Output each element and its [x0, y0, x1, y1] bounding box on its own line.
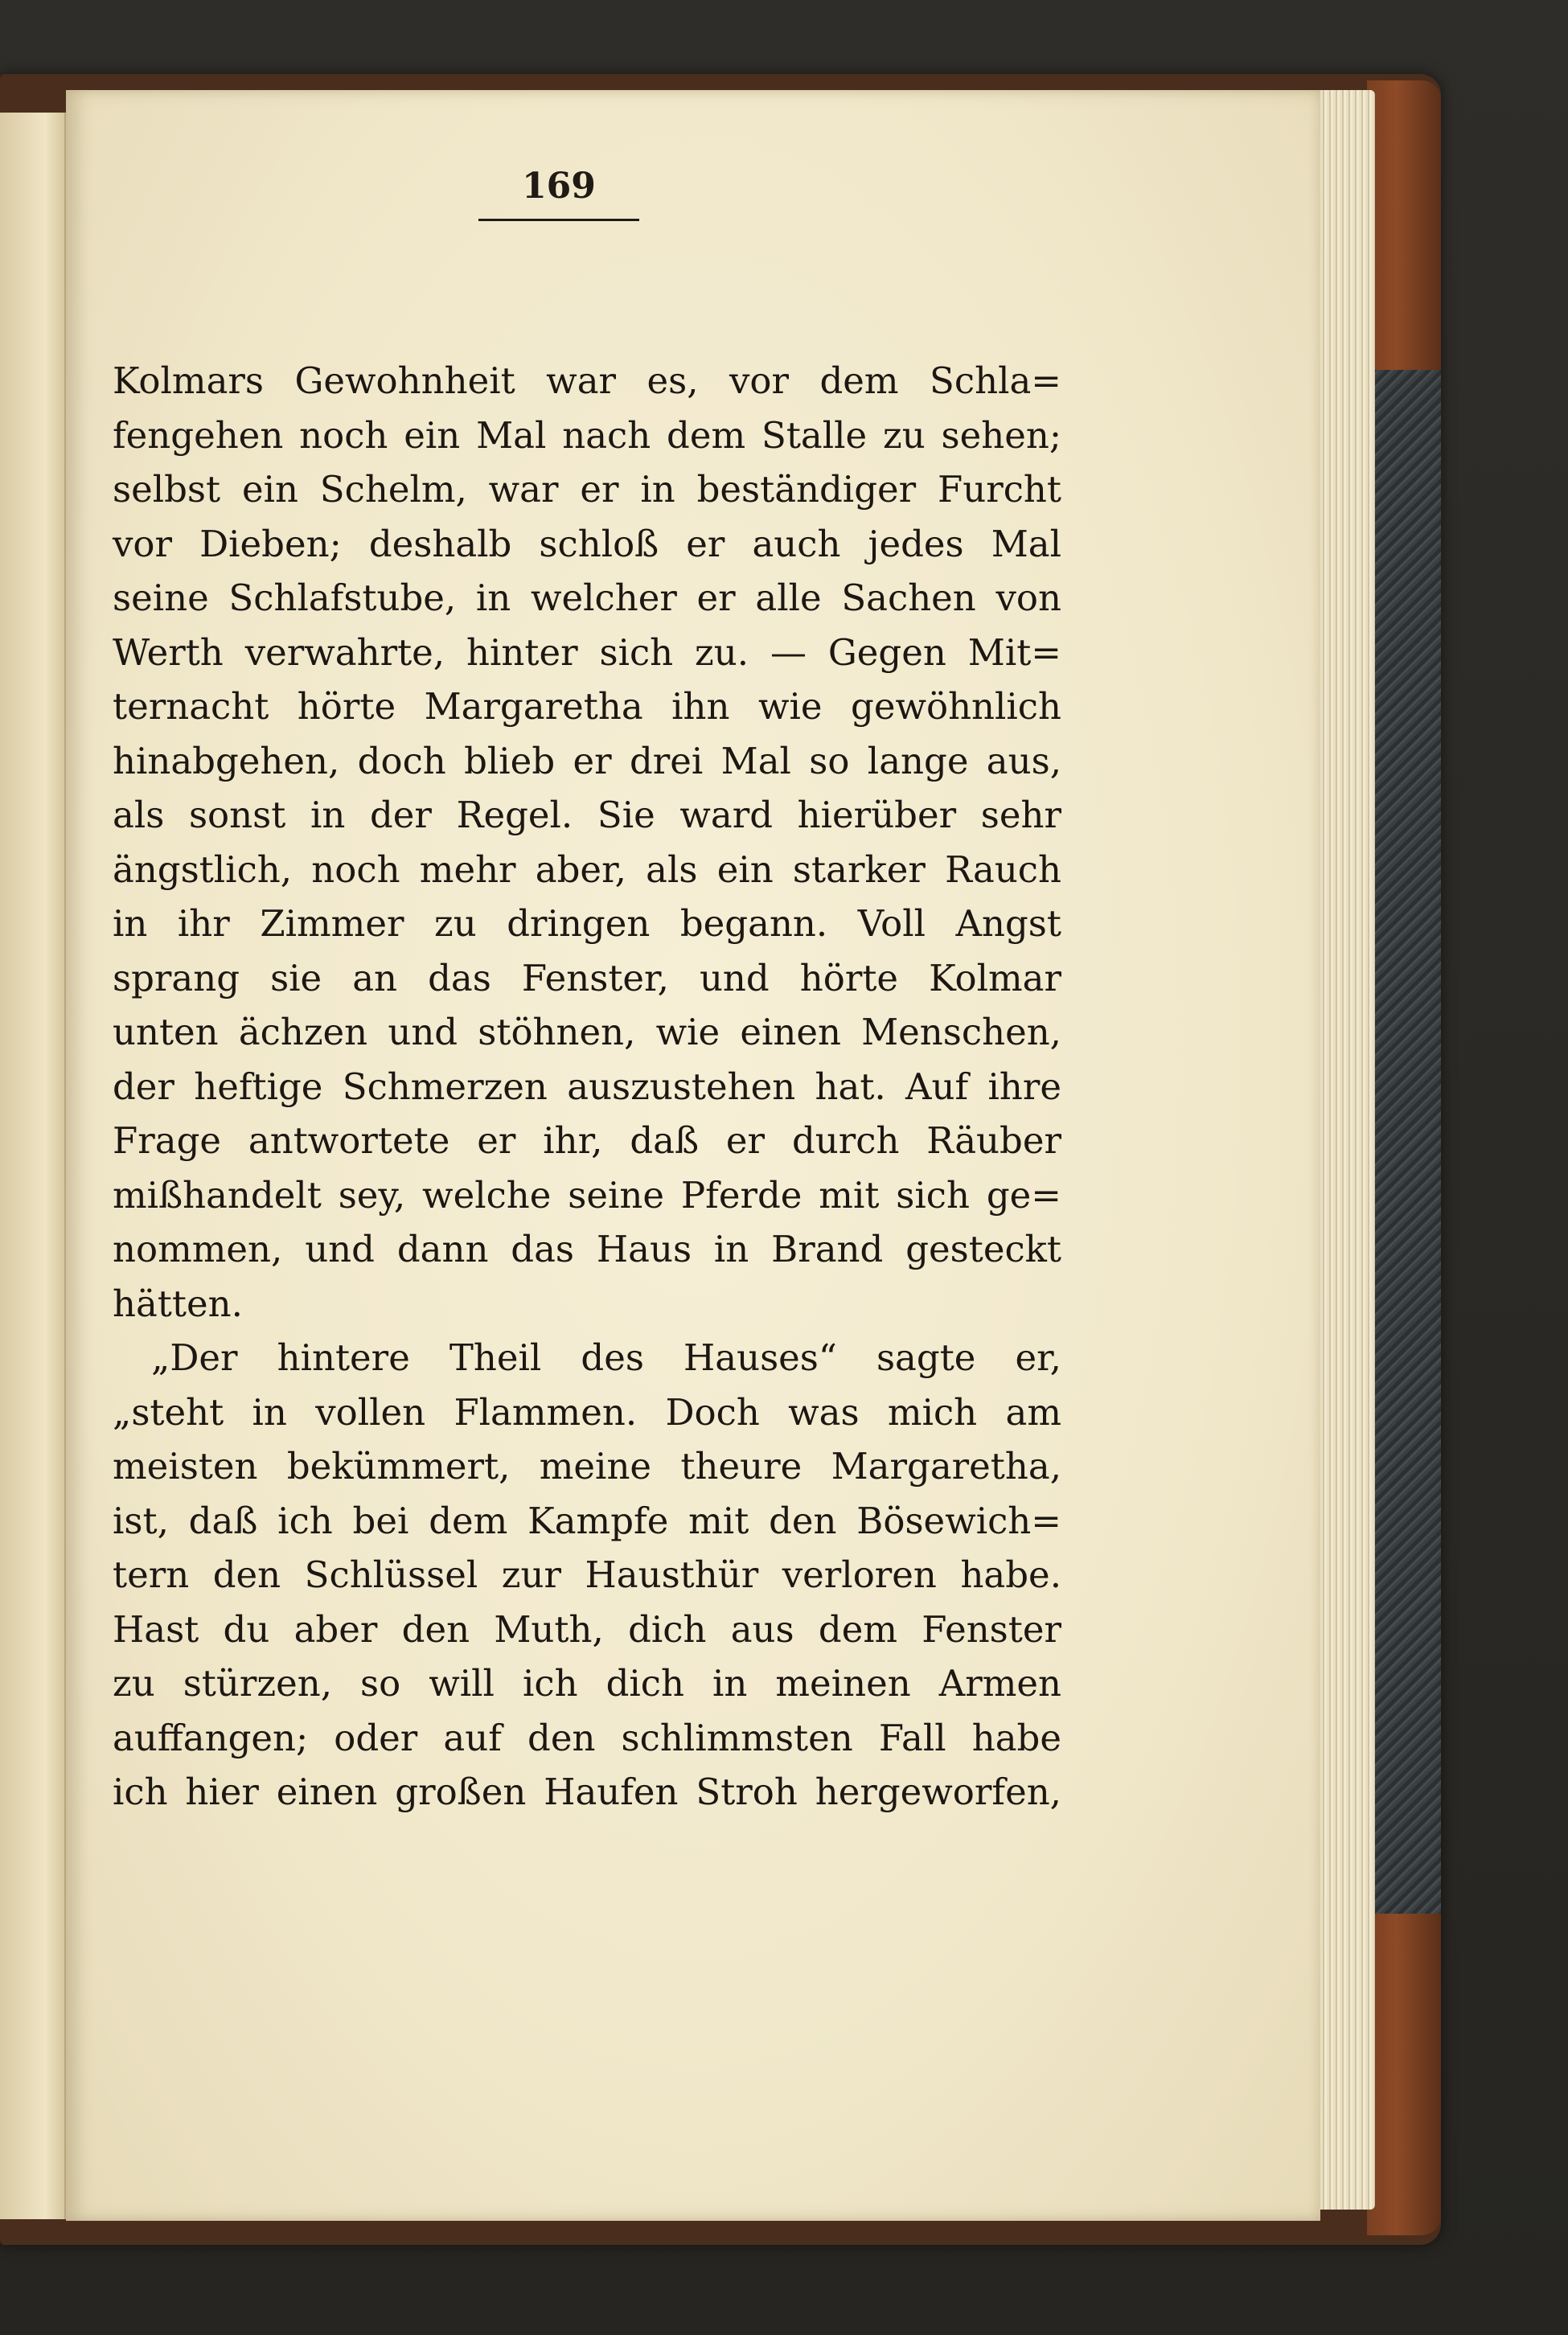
- text-line: seine Schlafstube, in welcher er alle Sachen von: [113, 577, 1061, 619]
- text-line: unten ächzen und stöhnen, wie einen Menschen,: [113, 1011, 1061, 1053]
- text-line: auffangen; oder auf den schlimmsten Fall habe: [113, 1716, 1061, 1759]
- text-line: Werth verwahrte, hinter sich zu. — Gegen Mit=: [113, 630, 1061, 674]
- page-header: [442, 166, 675, 221]
- cover-marbled-cloth: [1367, 370, 1441, 1930]
- text-line: „steht in vollen Flammen. Doch was mich am: [113, 1390, 1061, 1434]
- text-line: fengehen noch ein Mal nach dem Stalle zu sehen;: [113, 413, 1061, 457]
- text-line: zu stürzen, so will ich dich in meinen Armen: [113, 1662, 1061, 1705]
- text-line: ist, daß ich bei dem Kampfe mit den Bösewich=: [113, 1499, 1061, 1542]
- text-line: Hast du aber den Muth, dich aus dem Fenster: [113, 1607, 1061, 1651]
- text-line: in ihr Zimmer zu dringen begann. Voll Angst: [113, 902, 1061, 945]
- text-line: tern den Schlüssel zur Hausthür verloren habe.: [113, 1553, 1061, 1596]
- cover-leather-corner-bottom: [1367, 1914, 1441, 2235]
- cover-leather-corner-top: [1367, 80, 1441, 386]
- page-number: 169: [522, 166, 596, 207]
- header-rule: [478, 219, 639, 221]
- text-line: nommen, und dann das Haus in Brand gesteckt: [113, 1228, 1061, 1270]
- left-page-edge: [0, 113, 66, 2219]
- text-line: mißhandelt sey, welche seine Pferde mit sich ge=: [113, 1173, 1061, 1217]
- text-line: „Der hintere Theil des Hauses“ sagte er,: [151, 1336, 1061, 1379]
- text-line: der heftige Schmerzen auszustehen hat. Auf ihre: [113, 1065, 1061, 1108]
- text-line: ängstlich, noch mehr aber, als ein starker Rauch: [113, 847, 1061, 891]
- text-line: meisten bekümmert, meine theure Margaretha,: [113, 1445, 1061, 1488]
- text-line: als sonst in der Regel. Sie ward hierüber sehr: [113, 794, 1061, 836]
- text-line: ich hier einen großen Haufen Stroh hergeworfen,: [113, 1771, 1061, 1813]
- text-line: vor Dieben; deshalb schloß er auch jedes Mal: [113, 522, 1061, 565]
- body-text: [113, 354, 1061, 1820]
- text-line: selbst ein Schelm, war er in beständiger Furcht: [113, 468, 1061, 511]
- text-line: hätten.: [113, 1282, 243, 1325]
- text-line: hinabgehen, doch blieb er drei Mal so lange aus,: [113, 739, 1061, 782]
- text-line: Frage antwortete er ihr, daß er durch Räuber: [113, 1119, 1061, 1162]
- text-line: Kolmars Gewohnheit war es, vor dem Schla=: [113, 359, 1061, 402]
- text-line: sprang sie an das Fenster, und hörte Kolmar: [113, 956, 1061, 999]
- text-line: ternacht hörte Margaretha ihn wie gewöhnlich: [113, 685, 1061, 728]
